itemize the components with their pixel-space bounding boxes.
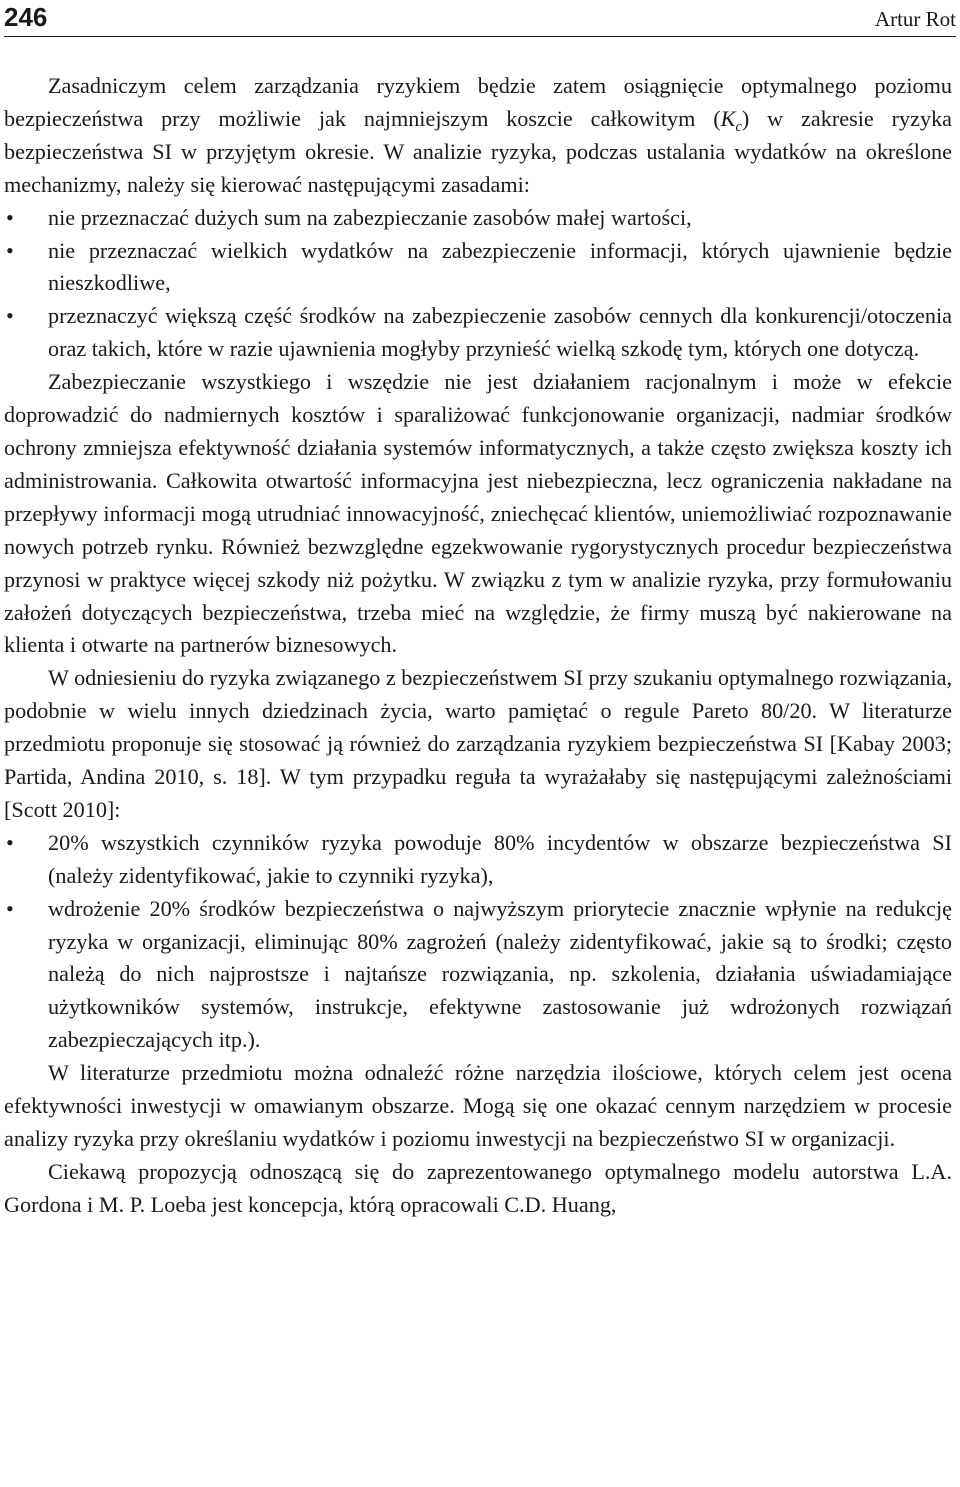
total-cost-subscript: c	[735, 118, 742, 135]
total-cost-symbol: K	[720, 105, 736, 131]
paragraph-optimal-security	[4, 70, 952, 202]
bullet-icon: •	[6, 204, 14, 230]
paragraph-gordon-loeb-model: Ciekawą propozycją odnoszącą się do zaprezentowanego optymalnego modelu autorstwa L.A. Gordona i M. P. Loeba jest koncepcja, którą opracowali C.D. Huang,	[4, 1158, 952, 1217]
list-item	[4, 827, 952, 893]
spending-principles-list	[4, 202, 952, 367]
page-number: 246	[4, 2, 48, 32]
list-item-text: wdrożenie 20% środków bezpieczeństwa o najwyższym priorytecie znacznie wpłynie na redukcję ryzyka w organizacji, eliminując 80% zagrożeń (należy zidentyfikować, jakie są to środki; często należą do nich najprostsze i najtańsze rozwiązania, np. szkolenia, działania uświadamiające użytkowników systemów, instrukcje, efektywne zastosowanie już wdrożonych rozwiązań zabezpieczających itp.).	[48, 895, 952, 1053]
list-item-text: nie przeznaczać dużych sum na zabezpieczanie zasobów małej wartości,	[48, 204, 692, 230]
list-item	[4, 235, 952, 301]
running-header	[4, 0, 956, 37]
list-item	[4, 893, 952, 1058]
bullet-icon: •	[6, 237, 14, 263]
list-item-text: przeznaczyć większą część środków na zabezpieczenie zasobów cennych dla konkurencji/otoczenia oraz takich, które w razie ujawnienia mogłyby przynieść wielką szkodę tym, których one dotyczą.	[48, 303, 952, 362]
list-item-text: 20% wszystkich czynników ryzyka powoduje 80% incydentów w obszarze bezpieczeństwa SI (należy zidentyfikować, jakie to czynniki ryzyka),	[48, 829, 952, 888]
paragraph-quantitative-tools: W literaturze przedmiotu można odnaleźć różne narzędzia ilościowe, których celem jest ocena efektywności inwestycji w omawianym obszarze. Mogą się one okazać cennym narzędziem w procesie analizy ryzyka przy określaniu wydatków i poziomu inwestycji na bezpieczeństwo SI w organizacji.	[4, 1060, 952, 1151]
bullet-icon: •	[6, 895, 14, 921]
paragraph-rational-protection: Zabezpieczanie wszystkiego i wszędzie nie jest działaniem racjonalnym i może w efekcie doprowadzić do nadmiernych kosztów i sparaliżować funkcjonowanie organizacji, nadmiar środków ochrony zmniejsza efektywność działania systemów informatycznych, a także często zwiększa koszty ich administrowania. Całkowita otwartość informacyjna jest niebezpieczna, lecz ograniczenia nakładane na przepływy informacji mogą utrudniać innowacyjność, zniechęcać klientów, uniemożliwiać rozpoznawanie nowych potrzeb rynku. Również bezwzględne egzekwowanie rygorystycznych procedur bezpieczeństwa przynosi w praktyce więcej szkody niż pożytku. W związku z tym w analizie ryzyka, przy formułowaniu założeń dotyczących bezpieczeństwa, trzeba mieć na względzie, że firmy muszą być nakierowane na klienta i otwarte na partnerów biznesowych.	[4, 369, 952, 658]
list-item	[4, 300, 952, 366]
pareto-rule-list	[4, 827, 952, 1057]
list-item	[4, 202, 952, 235]
bullet-icon: •	[6, 829, 14, 855]
paragraph-pareto-rule: W odniesieniu do ryzyka związanego z bezpieczeństwem SI przy szukaniu optymalnego rozwiązania, podobnie w wielu innych dziedzinach życia, warto pamiętać o regule Pareto 80/20. W literaturze przedmiotu proponuje się stosować ją również do zarządzania ryzykiem bezpieczeństwa SI [Kabay 2003; Partida, Andina 2010, s. 18]. W tym przypadku reguła ta wyrażałaby się następującymi zależnościami [Scott 2010]:	[4, 665, 952, 822]
list-item-text: nie przeznaczać wielkich wydatków na zabezpieczenie informacji, których ujawnienie będzie nieszkodliwe,	[48, 237, 952, 296]
body-text	[4, 70, 952, 1222]
paragraph-1-text-a: Zasadniczym celem zarządzania ryzykiem będzie zatem osiągnięcie optymalnego poziomu bezpieczeństwa przy możliwie jak najmniejszym koszcie całkowitym (	[4, 73, 952, 131]
running-header-author: Artur Rot	[874, 7, 956, 31]
bullet-icon: •	[6, 303, 14, 329]
paragraph-1-text-b: ) w zakresie ryzyka bezpieczeństwa SI w przyjętym okresie. W analizie ryzyka, podczas ustalania wydatków na określone mechanizmy, należy się kierować następującymi zasadami:	[4, 105, 953, 197]
